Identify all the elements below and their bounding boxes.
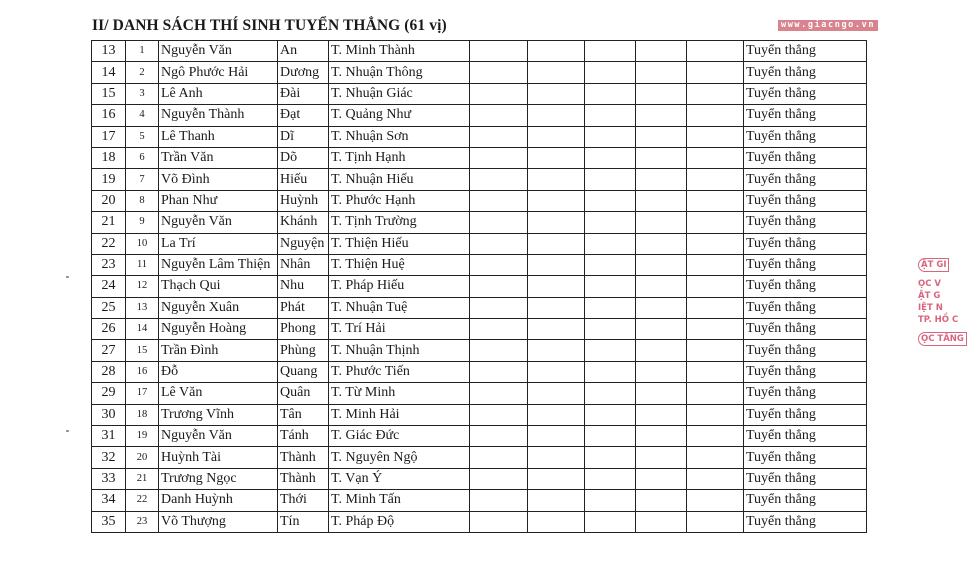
cell-temple: T. Nhuận Giác: [329, 83, 470, 104]
cell-score-3: [585, 126, 636, 147]
cell-given-name: Thới: [278, 490, 329, 511]
cell-score-5: [687, 254, 744, 275]
cell-temple: T. Thiện Hiếu: [329, 233, 470, 254]
cell-score-5: [687, 212, 744, 233]
cell-score-5: [687, 276, 744, 297]
cell-given-name: Dõ: [278, 147, 329, 168]
cell-score-3: [585, 511, 636, 532]
cell-result: Tuyển thẳng: [744, 254, 867, 275]
cell-score-2: [528, 212, 585, 233]
cell-score-4: [636, 426, 687, 447]
cell-result: Tuyển thẳng: [744, 361, 867, 382]
table-body: [92, 41, 867, 533]
cell-score-4: [636, 126, 687, 147]
cell-row-number: 33: [92, 468, 126, 489]
cell-given-name: Đài: [278, 83, 329, 104]
official-stamp: [918, 258, 978, 378]
cell-surname-middle: Phan Như: [159, 190, 278, 211]
cell-temple: T. Tịnh Trường: [329, 212, 470, 233]
table-row: [92, 319, 867, 340]
cell-given-name: Tánh: [278, 426, 329, 447]
cell-score-4: [636, 254, 687, 275]
cell-result: Tuyển thẳng: [744, 212, 867, 233]
cell-score-1: [470, 404, 528, 425]
cell-temple: T. Nhuận Thịnh: [329, 340, 470, 361]
cell-surname-middle: Thạch Qui: [159, 276, 278, 297]
cell-candidate-index: 14: [126, 319, 159, 340]
cell-candidate-index: 4: [126, 105, 159, 126]
cell-row-number: 32: [92, 447, 126, 468]
cell-score-3: [585, 404, 636, 425]
cell-score-3: [585, 62, 636, 83]
cell-candidate-index: 21: [126, 468, 159, 489]
cell-score-1: [470, 41, 528, 62]
cell-score-3: [585, 340, 636, 361]
watermark: www.giacngo.vn: [778, 20, 878, 31]
cell-given-name: Thành: [278, 468, 329, 489]
cell-score-5: [687, 105, 744, 126]
cell-result: Tuyển thẳng: [744, 319, 867, 340]
cell-surname-middle: Nguyễn Xuân: [159, 297, 278, 318]
cell-row-number: 25: [92, 297, 126, 318]
cell-score-5: [687, 383, 744, 404]
cell-temple: T. Minh Thành: [329, 41, 470, 62]
cell-temple: T. Phước Hạnh: [329, 190, 470, 211]
cell-score-2: [528, 190, 585, 211]
table-row: [92, 126, 867, 147]
cell-temple: T. Nhuận Hiếu: [329, 169, 470, 190]
cell-score-1: [470, 383, 528, 404]
cell-score-4: [636, 276, 687, 297]
cell-candidate-index: 19: [126, 426, 159, 447]
cell-row-number: 24: [92, 276, 126, 297]
cell-result: Tuyển thẳng: [744, 340, 867, 361]
cell-surname-middle: Đỗ: [159, 361, 278, 382]
cell-temple: T. Nhuận Tuệ: [329, 297, 470, 318]
cell-temple: T. Pháp Độ: [329, 511, 470, 532]
cell-score-2: [528, 126, 585, 147]
cell-score-3: [585, 490, 636, 511]
cell-score-3: [585, 426, 636, 447]
cell-score-5: [687, 126, 744, 147]
cell-surname-middle: Danh Huỳnh: [159, 490, 278, 511]
cell-surname-middle: Lê Thanh: [159, 126, 278, 147]
cell-candidate-index: 16: [126, 361, 159, 382]
cell-given-name: Hiếu: [278, 169, 329, 190]
cell-score-4: [636, 212, 687, 233]
cell-candidate-index: 18: [126, 404, 159, 425]
cell-score-4: [636, 297, 687, 318]
cell-row-number: 13: [92, 41, 126, 62]
cell-score-3: [585, 147, 636, 168]
cell-score-5: [687, 426, 744, 447]
cell-temple: T. Vạn Ý: [329, 468, 470, 489]
table-row: [92, 41, 867, 62]
cell-score-1: [470, 361, 528, 382]
section-title: II/ DANH SÁCH THÍ SINH TUYỂN THẲNG (61 vị): [92, 17, 447, 34]
cell-row-number: 18: [92, 147, 126, 168]
cell-score-1: [470, 297, 528, 318]
cell-score-4: [636, 169, 687, 190]
table-row: [92, 490, 867, 511]
table-row: [92, 169, 867, 190]
cell-candidate-index: 12: [126, 276, 159, 297]
cell-score-2: [528, 319, 585, 340]
cell-score-1: [470, 511, 528, 532]
cell-temple: T. Nguyên Ngộ: [329, 447, 470, 468]
table-row: [92, 190, 867, 211]
cell-candidate-index: 17: [126, 383, 159, 404]
cell-surname-middle: Nguyễn Hoàng: [159, 319, 278, 340]
table-row: [92, 62, 867, 83]
cell-score-5: [687, 190, 744, 211]
cell-candidate-index: 8: [126, 190, 159, 211]
cell-surname-middle: Lê Văn: [159, 383, 278, 404]
cell-score-4: [636, 147, 687, 168]
table-row: [92, 147, 867, 168]
cell-result: Tuyển thẳng: [744, 276, 867, 297]
cell-given-name: Nhân: [278, 254, 329, 275]
table-row: [92, 212, 867, 233]
cell-surname-middle: Nguyễn Văn: [159, 41, 278, 62]
cell-score-4: [636, 340, 687, 361]
cell-score-4: [636, 404, 687, 425]
table-row: [92, 404, 867, 425]
cell-surname-middle: Lê Anh: [159, 83, 278, 104]
cell-temple: T. Pháp Hiếu: [329, 276, 470, 297]
cell-score-3: [585, 169, 636, 190]
cell-score-1: [470, 447, 528, 468]
table-row: [92, 297, 867, 318]
cell-candidate-index: 20: [126, 447, 159, 468]
cell-row-number: 31: [92, 426, 126, 447]
cell-given-name: Nhu: [278, 276, 329, 297]
cell-score-1: [470, 105, 528, 126]
cell-candidate-index: 3: [126, 83, 159, 104]
cell-score-2: [528, 233, 585, 254]
cell-score-3: [585, 468, 636, 489]
table-row: [92, 426, 867, 447]
cell-row-number: 34: [92, 490, 126, 511]
table-row: [92, 383, 867, 404]
cell-surname-middle: Trương Ngọc: [159, 468, 278, 489]
table-row: [92, 254, 867, 275]
cell-surname-middle: Ngô Phước Hải: [159, 62, 278, 83]
cell-score-4: [636, 83, 687, 104]
table-row: [92, 468, 867, 489]
cell-score-3: [585, 276, 636, 297]
cell-given-name: Dĩ: [278, 126, 329, 147]
cell-score-1: [470, 276, 528, 297]
cell-candidate-index: 15: [126, 340, 159, 361]
cell-candidate-index: 11: [126, 254, 159, 275]
cell-score-2: [528, 276, 585, 297]
cell-surname-middle: Nguyễn Thành: [159, 105, 278, 126]
cell-result: Tuyển thẳng: [744, 490, 867, 511]
cell-score-2: [528, 83, 585, 104]
cell-result: Tuyển thẳng: [744, 105, 867, 126]
cell-given-name: Huỳnh: [278, 190, 329, 211]
cell-score-4: [636, 447, 687, 468]
cell-given-name: Thành: [278, 447, 329, 468]
cell-row-number: 30: [92, 404, 126, 425]
cell-row-number: 23: [92, 254, 126, 275]
cell-score-1: [470, 490, 528, 511]
cell-score-4: [636, 490, 687, 511]
cell-score-2: [528, 105, 585, 126]
cell-result: Tuyển thẳng: [744, 426, 867, 447]
cell-score-5: [687, 169, 744, 190]
stamp-line: ỌC V: [918, 279, 942, 289]
cell-score-4: [636, 511, 687, 532]
cell-surname-middle: La Trí: [159, 233, 278, 254]
cell-result: Tuyển thẳng: [744, 297, 867, 318]
cell-score-2: [528, 404, 585, 425]
cell-score-1: [470, 254, 528, 275]
cell-temple: T. Tịnh Hạnh: [329, 147, 470, 168]
cell-result: Tuyển thẳng: [744, 41, 867, 62]
stamp-line: TP. HỒ C: [918, 315, 959, 325]
cell-score-1: [470, 340, 528, 361]
table-row: [92, 340, 867, 361]
cell-score-1: [470, 212, 528, 233]
cell-given-name: Quân: [278, 383, 329, 404]
cell-temple: T. Nhuận Sơn: [329, 126, 470, 147]
cell-row-number: 27: [92, 340, 126, 361]
cell-given-name: Phùng: [278, 340, 329, 361]
cell-result: Tuyển thẳng: [744, 62, 867, 83]
cell-score-1: [470, 169, 528, 190]
cell-surname-middle: Trần Văn: [159, 147, 278, 168]
cell-score-5: [687, 361, 744, 382]
cell-score-3: [585, 105, 636, 126]
stamp-line: ỌC TĂNG: [918, 332, 967, 346]
cell-score-3: [585, 190, 636, 211]
cell-result: Tuyển thẳng: [744, 447, 867, 468]
cell-score-1: [470, 83, 528, 104]
cell-row-number: 17: [92, 126, 126, 147]
table-row: [92, 233, 867, 254]
cell-score-5: [687, 62, 744, 83]
cell-score-2: [528, 340, 585, 361]
cell-temple: T. Minh Tấn: [329, 490, 470, 511]
cell-score-1: [470, 233, 528, 254]
cell-score-3: [585, 297, 636, 318]
cell-temple: T. Từ Minh: [329, 383, 470, 404]
cell-score-1: [470, 190, 528, 211]
cell-score-4: [636, 468, 687, 489]
cell-score-1: [470, 147, 528, 168]
cell-surname-middle: Trần Đình: [159, 340, 278, 361]
cell-given-name: Dương: [278, 62, 329, 83]
cell-score-5: [687, 447, 744, 468]
cell-row-number: 22: [92, 233, 126, 254]
cell-score-2: [528, 41, 585, 62]
cell-score-1: [470, 319, 528, 340]
cell-score-4: [636, 233, 687, 254]
cell-score-2: [528, 147, 585, 168]
cell-given-name: Phát: [278, 297, 329, 318]
cell-temple: T. Thiện Huệ: [329, 254, 470, 275]
cell-result: Tuyển thẳng: [744, 190, 867, 211]
cell-row-number: 35: [92, 511, 126, 532]
stamp-line: IỆT N: [918, 303, 943, 313]
cell-surname-middle: Nguyễn Lâm Thiện: [159, 254, 278, 275]
cell-given-name: Tín: [278, 511, 329, 532]
cell-score-3: [585, 361, 636, 382]
cell-temple: T. Nhuận Thông: [329, 62, 470, 83]
cell-result: Tuyển thẳng: [744, 511, 867, 532]
cell-result: Tuyển thẳng: [744, 233, 867, 254]
cell-candidate-index: 9: [126, 212, 159, 233]
table-row: [92, 361, 867, 382]
cell-score-3: [585, 383, 636, 404]
table-row: [92, 447, 867, 468]
cell-result: Tuyển thẳng: [744, 147, 867, 168]
cell-temple: T. Minh Hải: [329, 404, 470, 425]
cell-candidate-index: 23: [126, 511, 159, 532]
cell-score-5: [687, 319, 744, 340]
cell-temple: T. Trí Hải: [329, 319, 470, 340]
cell-row-number: 19: [92, 169, 126, 190]
cell-score-5: [687, 147, 744, 168]
cell-score-2: [528, 169, 585, 190]
cell-score-4: [636, 319, 687, 340]
cell-row-number: 16: [92, 105, 126, 126]
cell-surname-middle: Nguyễn Văn: [159, 212, 278, 233]
cell-score-5: [687, 233, 744, 254]
cell-candidate-index: 10: [126, 233, 159, 254]
cell-score-5: [687, 41, 744, 62]
cell-score-2: [528, 426, 585, 447]
cell-score-1: [470, 126, 528, 147]
cell-given-name: An: [278, 41, 329, 62]
cell-score-2: [528, 447, 585, 468]
cell-row-number: 29: [92, 383, 126, 404]
cell-score-5: [687, 468, 744, 489]
cell-surname-middle: Võ Thượng: [159, 511, 278, 532]
cell-score-4: [636, 41, 687, 62]
candidate-table: [91, 40, 867, 533]
cell-candidate-index: 22: [126, 490, 159, 511]
cell-score-5: [687, 490, 744, 511]
cell-score-3: [585, 233, 636, 254]
table-row: [92, 105, 867, 126]
scan-speck: [66, 276, 69, 278]
cell-surname-middle: Võ Đình: [159, 169, 278, 190]
cell-row-number: 21: [92, 212, 126, 233]
cell-score-4: [636, 105, 687, 126]
cell-score-4: [636, 62, 687, 83]
cell-score-3: [585, 212, 636, 233]
cell-score-5: [687, 297, 744, 318]
table-row: [92, 83, 867, 104]
cell-score-4: [636, 190, 687, 211]
scan-speck: [66, 430, 69, 432]
cell-score-3: [585, 83, 636, 104]
cell-score-1: [470, 62, 528, 83]
cell-candidate-index: 13: [126, 297, 159, 318]
cell-result: Tuyển thẳng: [744, 126, 867, 147]
cell-score-4: [636, 361, 687, 382]
stamp-line: ẬT G: [918, 291, 941, 301]
cell-row-number: 28: [92, 361, 126, 382]
cell-score-2: [528, 383, 585, 404]
cell-candidate-index: 2: [126, 62, 159, 83]
cell-surname-middle: Huỳnh Tài: [159, 447, 278, 468]
cell-result: Tuyển thẳng: [744, 383, 867, 404]
cell-score-5: [687, 404, 744, 425]
cell-temple: T. Phước Tiến: [329, 361, 470, 382]
cell-candidate-index: 1: [126, 41, 159, 62]
cell-row-number: 15: [92, 83, 126, 104]
cell-result: Tuyển thẳng: [744, 404, 867, 425]
cell-temple: T. Giác Đức: [329, 426, 470, 447]
cell-score-3: [585, 254, 636, 275]
cell-given-name: Quang: [278, 361, 329, 382]
cell-score-2: [528, 511, 585, 532]
cell-temple: T. Quảng Như: [329, 105, 470, 126]
table-row: [92, 276, 867, 297]
cell-score-5: [687, 340, 744, 361]
cell-row-number: 26: [92, 319, 126, 340]
cell-row-number: 20: [92, 190, 126, 211]
cell-score-5: [687, 83, 744, 104]
cell-candidate-index: 7: [126, 169, 159, 190]
cell-candidate-index: 6: [126, 147, 159, 168]
stamp-line: ẬT GI: [918, 258, 949, 272]
cell-given-name: Nguyện: [278, 233, 329, 254]
cell-given-name: Đạt: [278, 105, 329, 126]
cell-candidate-index: 5: [126, 126, 159, 147]
cell-result: Tuyển thẳng: [744, 169, 867, 190]
cell-given-name: Phong: [278, 319, 329, 340]
cell-row-number: 14: [92, 62, 126, 83]
cell-given-name: Khánh: [278, 212, 329, 233]
cell-result: Tuyển thẳng: [744, 83, 867, 104]
cell-surname-middle: Trương Vĩnh: [159, 404, 278, 425]
cell-score-1: [470, 426, 528, 447]
cell-given-name: Tân: [278, 404, 329, 425]
cell-score-3: [585, 319, 636, 340]
cell-score-4: [636, 383, 687, 404]
cell-score-5: [687, 511, 744, 532]
cell-score-2: [528, 254, 585, 275]
cell-score-2: [528, 490, 585, 511]
cell-score-1: [470, 468, 528, 489]
cell-score-2: [528, 297, 585, 318]
cell-score-2: [528, 361, 585, 382]
table-row: [92, 511, 867, 532]
cell-result: Tuyển thẳng: [744, 468, 867, 489]
cell-score-2: [528, 62, 585, 83]
cell-score-3: [585, 447, 636, 468]
cell-score-2: [528, 468, 585, 489]
cell-score-3: [585, 41, 636, 62]
cell-surname-middle: Nguyễn Văn: [159, 426, 278, 447]
